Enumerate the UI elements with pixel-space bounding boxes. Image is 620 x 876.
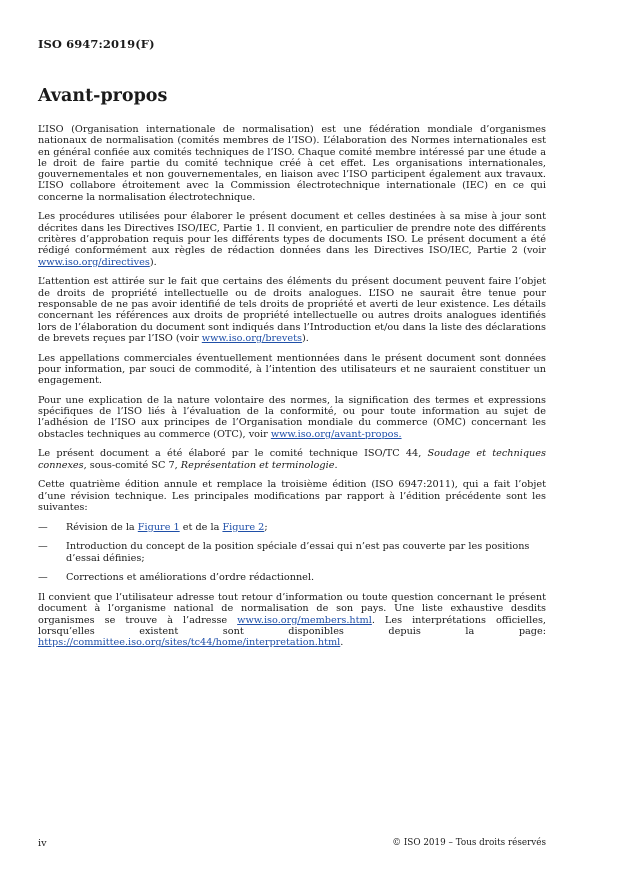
list-item: — Corrections et améliorations d’ordre rédactionnel. [38,572,315,584]
paragraph-trade-names: Les appellations commerciales éventuellement mentionnées dans le présent document sont données pour information, par souci de commodité, à l’intention des utilisateurs et ne sauraient constituer un engagement. [38,352,546,387]
foreword-link[interactable]: www.iso.org/avant-propos. [270,428,402,440]
dash-bullet: — [38,541,48,553]
paragraph-edition: Cette quatrième édition annule et remplace la troisième édition (ISO 6947:2011), qui a fait l’objet d’une révision technique. Les principales modifications par rapport à l’édition précédente sont les suivantes: [38,479,546,513]
interpretation-link[interactable]: https://committee.iso.org/sites/tc44/home/interpretation.html [38,637,341,649]
foreword-body [38,124,546,657]
paragraph-iso-intro: L’ISO (Organisation internationale de normalisation) est une fédération mondiale d’organismes nationaux de normalisation (comités membres de l’ISO). L’élaboration des Normes internationales est en général confiée aux comités techniques de l’ISO. Chaque comité membre intéressé par une étude a le droit de faire partie du comité technique créé à cet effet. Les organisations internationales, gouvernementales et non gouvernementales, en liaison avec l’ISO participent également aux travaux. L’ISO collabore étroitement avec la Commission électrotechnique internationale (IEC) en ce qui concerne la normalisation électrotechnique. [38,124,546,203]
dash-bullet: — [38,521,48,533]
paragraph-procedures: Les procédures utilisées pour élaborer le présent document et celles destinées à sa mise à jour sont décrites dans les Directives ISO/IEC, Partie 1. Il convient, en particulier de prendre note des différents critères d’approbation requis pour les différents types de documents ISO. Le présent document a été rédigé conformément aux règles de rédaction données dans les Directives ISO/IEC, Partie 2 (voir www.iso.org/directives). [38,211,546,268]
figure-2-link[interactable]: Figure 2 [222,521,265,533]
paragraph-patents: L’attention est attirée sur le fait que certains des éléments du présent document peuvent faire l’objet de droits de propriété intellectuelle ou de droits analogues. L’ISO ne saurait être tenue pour responsable de ne pas avoir identifié de tels droits de propriété et averti de leur existence. Les détails concernant les références aux droits de propriété intellectuelle ou autres droits analogues identifiés lors de l’élaboration du document sont indiqués dans l’Introduction et/ou dans la liste des déclarations de brevets reçues par l’ISO (voir www.iso.org/brevets). [38,276,546,344]
paragraph-committee: Le présent document a été élaboré par le comité technique ISO/TC 44, Soudage et techniques connexes, sous-comité SC 7, Représentation et terminologie. [38,448,546,471]
document-id: ISO 6947:2019(F) [38,37,155,51]
page-number: iv [38,838,47,849]
members-link[interactable]: www.iso.org/members.html [237,614,372,626]
patents-link[interactable]: www.iso.org/brevets [201,332,302,344]
figure-1-link[interactable]: Figure 1 [137,521,180,533]
dash-bullet: — [38,572,48,584]
paragraph-voluntary-nature: Pour une explication de la nature volontaire des normes, la signification des termes et expressions spécifiques de l’ISO liés à l’évaluation de la conformité, ou pour toute information au sujet de l’adhésion de l’ISO aux principes de l’Organisation mondiale du commerce (OMC) concernant les obstacles techniques au commerce (OTC), voir www.iso.org/avant-propos. [38,394,546,440]
paragraph-feedback: Il convient que l’utilisateur adresse tout retour d’information ou toute question concernant le présent document à l’organisme national de normalisation de son pays. Une liste exhaustive desdits organismes se trouve à l’adresse www.iso.org/members.html. Les interprétations officielles, lorsqu’elles existent sont disponibles depuis la page: https://committee.iso.org/sites/tc44/home/interpretation.html. [38,592,546,649]
directives-link[interactable]: www.iso.org/directives [38,256,150,268]
list-item: — Révision de la Figure 1 et de la Figure 2; [38,521,268,533]
page-title: Avant-propos [38,86,168,106]
copyright-notice: © ISO 2019 – Tous droits réservés [392,838,546,848]
list-item: — Introduction du concept de la position spéciale d’essai qui n’est pas couverte par les positions d’essai définies; [38,541,530,564]
